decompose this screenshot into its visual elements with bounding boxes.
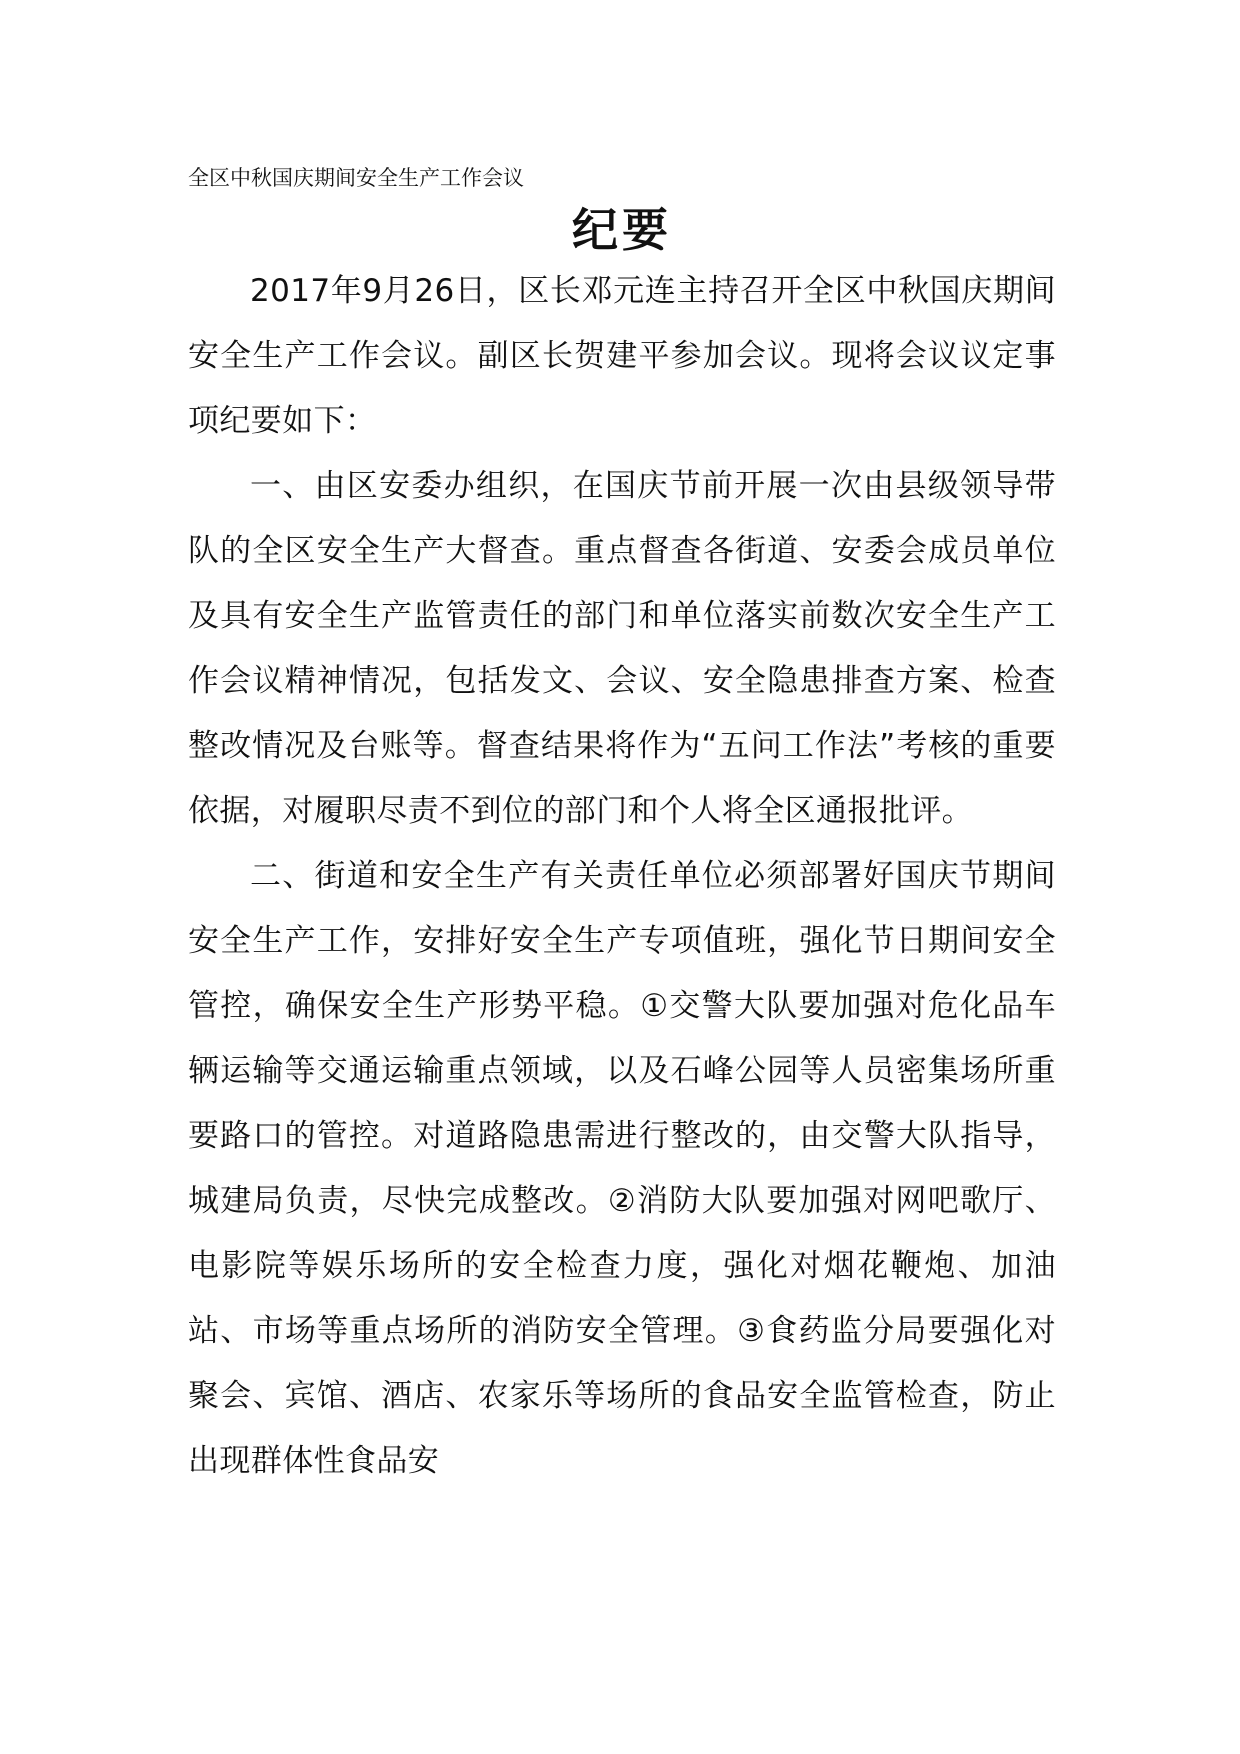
- document-body: [188, 162, 1056, 1494]
- document-title: 纪要: [572, 203, 672, 257]
- paragraph-intro: 2017年9月26日，区长邓元连主持召开全区中秋国庆期间安全生产工作会议。副区长贺建平参加会议。现将会议议定事项纪要如下：: [188, 273, 1056, 439]
- paragraph-item-two: 二、街道和安全生产有关责任单位必须部署好国庆节期间安全生产工作，安排好安全生产专项值班，强化节日期间安全管控，确保安全生产形势平稳。①交警大队要加强对危化品车辆运输等交通运输重点领域，以及石峰公园等人员密集场所重要路口的管控。对道路隐患需进行整改的，由交警大队指导，城建局负责，尽快完成整改。②消防大队要加强对网吧歌厅、电影院等娱乐场所的安全检查力度，强化对烟花鞭炮、加油站、市场等重点场所的消防安全管理。③食药监分局要强化对聚会、宾馆、酒店、农家乐等场所的食品安全监管检查，防止出现群体性食品安: [188, 858, 1056, 1479]
- paragraph-item-one: 一、由区安委办组织，在国庆节前开展一次由县级领导带队的全区安全生产大督查。重点督查各街道、安委会成员单位及具有安全生产监管责任的部门和单位落实前数次安全生产工作会议精神情况，包括发文、会议、安全隐患排查方案、检查整改情况及台账等。督查结果将作为“五问工作法”考核的重要依据，对履职尽责不到位的部门和个人将全区通报批评。: [188, 468, 1056, 829]
- meeting-name-line: 全区中秋国庆期间安全生产工作会议: [188, 166, 524, 190]
